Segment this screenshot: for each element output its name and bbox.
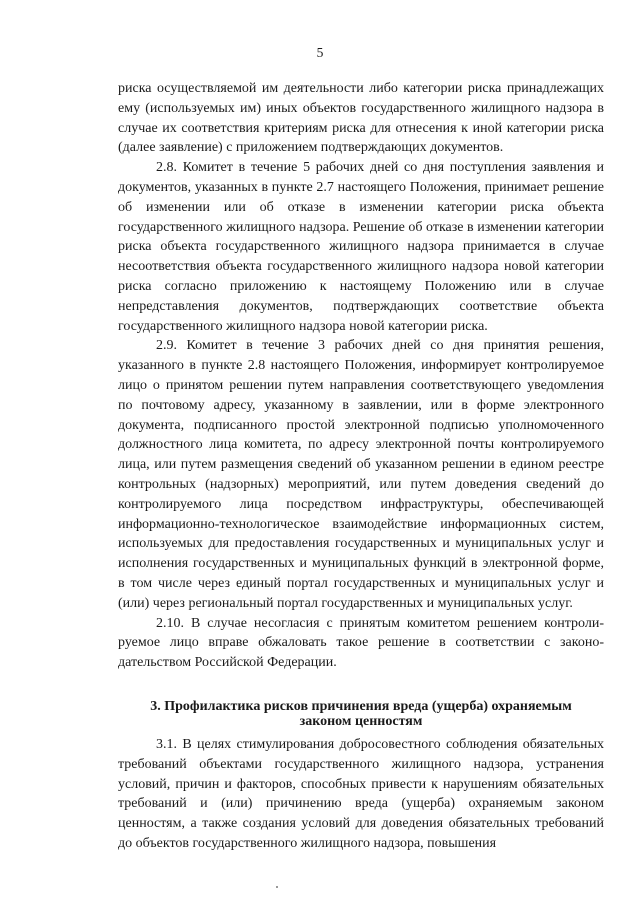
scan-artifact-dot	[276, 886, 278, 888]
section-3-heading	[118, 699, 604, 729]
paragraph-2-8: 2.8. Комитет в течение 5 рабочих дней со дня поступления заявления и документов, указанных в пункте 2.7 настоящего Положения, принимает решение об изменении или об отказе в изменении категории риска объекта государственного жилищного надзора. Решение об отказе в изменении категории риска объекта государственного жилищного надзора принимается в случае несоответствия объекта государственного жилищного надзора новой категории риска согласно приложению к настоящему Положению или в случае непредставления документов, подтверждающих соответствие объекта государственного жилищного надзора новой категории риска.	[118, 160, 604, 334]
paragraph-2-9: 2.9. Комитет в течение 3 рабочих дней со дня принятия решения, указанного в пункте 2.8 настоящего Положения, информирует контролируемое лицо о принятом решении путем направления соответствующего уведомления по почтовому адресу, указанному в заявлении, или в форме электронного документа, подписанного простой электронной подписью уполномоченного должностного лица комитета, по адресу электронной почты контролируемого лица, или путем размещения сведений об указанном решении в едином реестре контрольных (надзорных) мероприятий, или путем доведения сведений до контролируемого лица посредством инфраструктуры, обеспечивающей информационно-технологическое взаимодействие информационных систем, используемых для предоставления государственных и муниципальных услуг и исполнения государственных и муниципальных функций в электронной форме, в том числе через единый портал государственных и муниципальных услуг и (или) через региональный портал государственных и муниципальных услуг.	[118, 338, 604, 611]
section-3-heading-line2: законом ценностям	[299, 713, 423, 729]
section-3-heading-line1: 3. Профилактика рисков причинения вреда (ущерба) охраняемым	[150, 698, 572, 714]
paragraph-3-1: 3.1. В целях стимулирования добросовестного соблюдения обязательных требований объектами государственного жилищного надзора, устранения условий, причин и факторов, способных привести к нарушениям обязательных требований и (или) причинению вреда (ущерба) охраняемым законом ценностям, а также создания условий для доведения обязательных требований до объектов государственного жилищного надзора, повышения	[118, 736, 604, 851]
document-body	[118, 79, 604, 854]
paragraph-continuation: риска осуществляемой им деятельности либо категории риска принадлежащих ему (используемых им) иных объектов государственного жилищного надзора в случае их соответствия критериям риска для отнесения к иной категории риска (далее заявление) с приложением подтверждающих документов.	[118, 81, 604, 156]
paragraph-2-10: 2.10. В случае несогласия с принятым комитетом решением контролируемое лицо вправе обжаловать такое решение в соответствии с законодательством Российской Федерации.	[118, 615, 604, 671]
page-number: 5	[316, 45, 324, 60]
